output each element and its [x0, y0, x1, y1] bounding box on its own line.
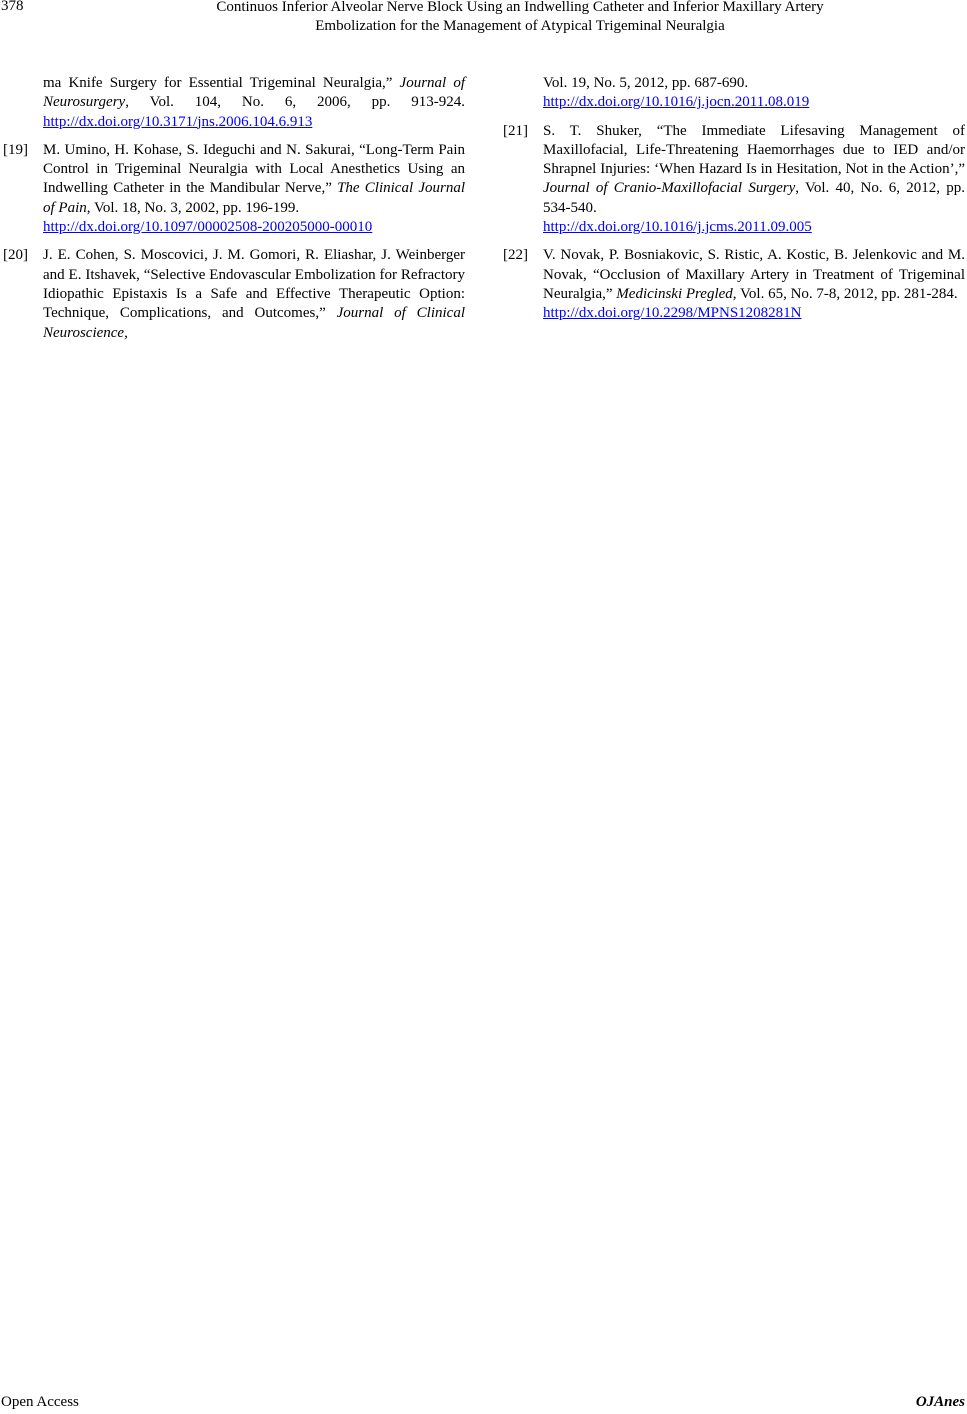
reference-number: [22] [503, 247, 528, 264]
journal-title: Journal of Clinical Neuroscience [43, 305, 466, 341]
left-column [3, 74, 465, 352]
page-number: 378 [1, 0, 24, 14]
footer-open-access: Open Access [1, 1394, 79, 1410]
reference-19: [19] M. Umino, H. Kohase, S. Ideguchi and N. Sakurai, “Long-Term Pain Control in Trigeminal Neuralgia with Local Anesthetics Using an Indwelling Catheter in the Mandibular Nerve,” The Clinical Journal of Pain, Vol. 18, No. 3, 2002, pp. 196-199. http://dx.doi.org/10.1097/00002508-200205000-00010 [3, 141, 465, 237]
footer-journal-abbrev: OJAnes [915, 1394, 965, 1410]
journal-title: Journal of Neurosurgery [43, 75, 465, 111]
doi-link[interactable]: http://dx.doi.org/10.2298/MPNS1208281N [543, 305, 802, 322]
doi-link[interactable]: http://dx.doi.org/10.1016/j.jocn.2011.08.019 [543, 94, 810, 111]
journal-title: Journal of Cranio-Maxillofacial Surgery [543, 180, 796, 197]
reference-20: [20] J. E. Cohen, S. Moscovici, J. M. Gomori, R. Eliashar, J. Weinberger and E. Itshavek, “Selective Endovascular Embolization for Refractory Idiopathic Epistaxis Is a Safe and Effective Therapeutic Option: Technique, Complications, and Outcomes,” Journal of Clinical Neuroscience, [3, 247, 466, 341]
reference-continued-18: ma Knife Surgery for Essential Trigeminal Neuralgia,” Journal of Neurosurgery, Vol. 104, No. 6, 2006, pp. 913-924. http://dx.doi.org/10.3171/jns.2006.104.6.913 [43, 75, 465, 130]
reference-21: [21] S. T. Shuker, “The Immediate Lifesaving Management of Maxillofacial, Life-Threatening Haemorrhages due to IED and/or Shrapnel Injuries: ‘When Hazard Is in Hesitation, Not in the Action’,” Journal of Cranio-Maxillofacial Surgery, Vol. 40, No. 6, 2012, pp. 534-540. http://dx.doi.org/10.1016/j.jcms.2011.09.005 [503, 122, 965, 238]
right-column [503, 74, 965, 333]
doi-link[interactable]: http://dx.doi.org/10.3171/jns.2006.104.6.913 [43, 113, 313, 130]
reference-number: [20] [3, 247, 28, 264]
journal-title: Medicinski Pregled [616, 285, 733, 302]
doi-link[interactable]: http://dx.doi.org/10.1097/00002508-200205000-00010 [43, 219, 373, 236]
running-header-line2: Embolization for the Management of Atypical Trigeminal Neuralgia [315, 18, 725, 34]
running-header [90, 0, 950, 36]
running-header-line1: Continuos Inferior Alveolar Nerve Block Using an Indwelling Catheter and Inferior Maxillary Artery [216, 0, 824, 15]
journal-title: The Clinical Journal of Pain [43, 180, 465, 216]
reference-continued-20: Vol. 19, No. 5, 2012, pp. 687-690. http://dx.doi.org/10.1016/j.jocn.2011.08.019 [503, 74, 965, 113]
reference-number: [21] [503, 122, 528, 139]
doi-link[interactable]: http://dx.doi.org/10.1016/j.jcms.2011.09.005 [543, 219, 812, 236]
reference-number: [19] [3, 141, 28, 158]
reference-22: [22] V. Novak, P. Bosniakovic, S. Ristic, A. Kostic, B. Jelenkovic and M. Novak, “Occlusion of Maxillary Artery in Treatment of Trigeminal Neuralgia,” Medicinski Pregled, Vol. 65, No. 7-8, 2012, pp. 281-284. http://dx.doi.org/10.2298/MPNS1208281N [503, 246, 965, 323]
